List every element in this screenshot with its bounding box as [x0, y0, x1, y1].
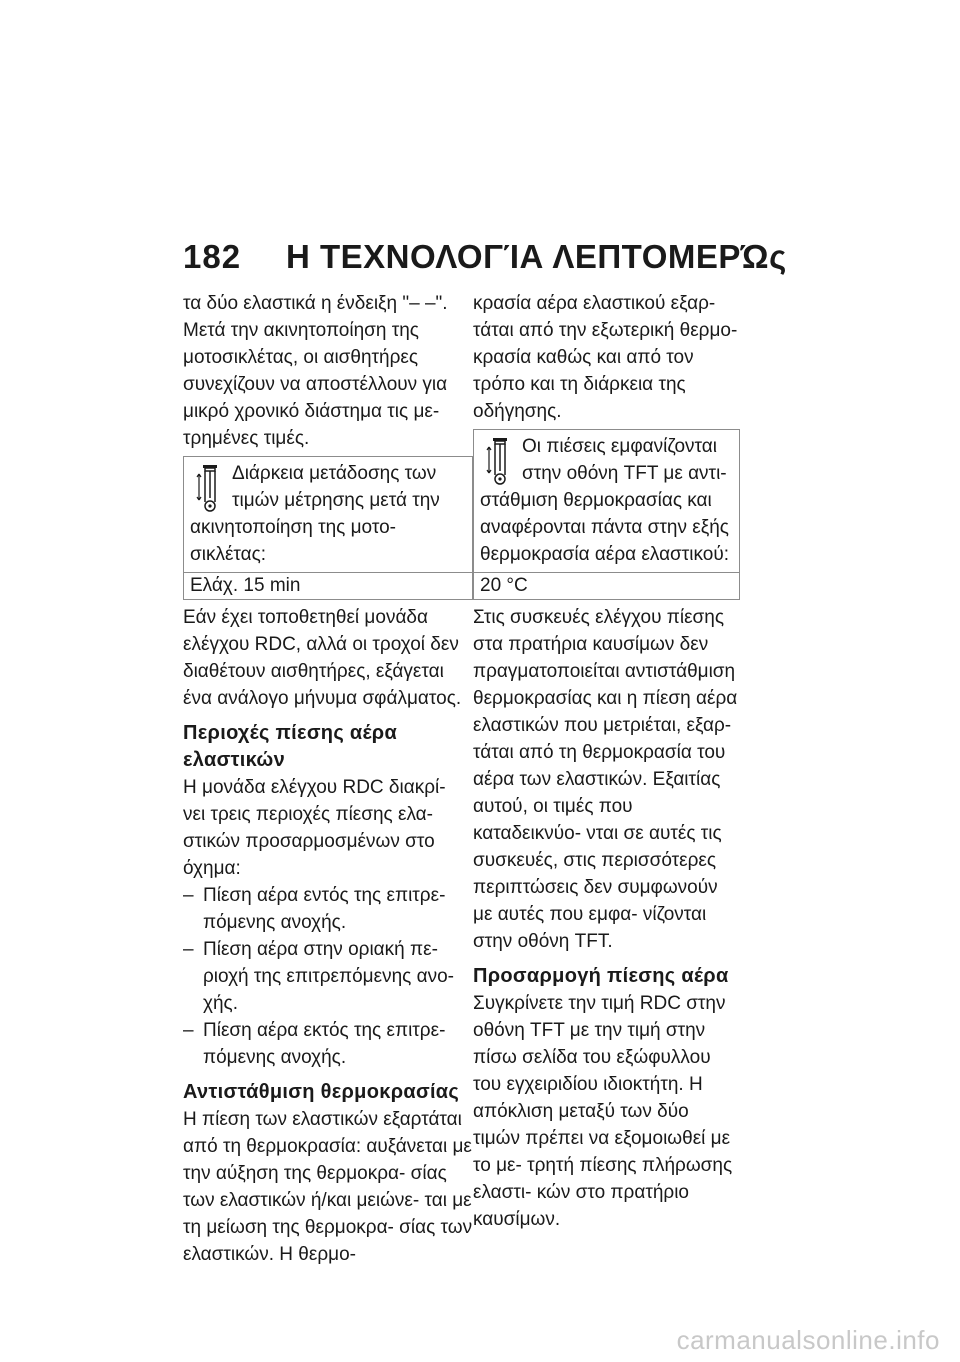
- continuation-paragraph: κρασία αέρα ελαστικού εξαρ- τάται από την εξωτερική θερμο- κρασία καθώς και από τον τρόπο και τη διάρκεια της οδήγησης.: [473, 293, 738, 422]
- heading-pressure-adjustment: Προσαρμογή πίεσης αέρα: [473, 965, 729, 987]
- rdc-paragraph: Εάν έχει τοποθετηθεί μονάδα ελέγχου RDC, αλλά οι τροχοί δεν διαθέτουν αισθητήρες, εξάγεται ένα ανάλογο μήνυμα σφάλματος.: [183, 607, 462, 709]
- temperature-paragraph: Η πίεση των ελαστικών εξαρτάται από τη θερμοκρασία: αυξάνεται με την αύξηση της θερμοκρα- σίας των ελαστικών ή/και μειώνε- ται με τη μείωση της θερμοκρα- σίας των ελαστικών. Η θερμο-: [183, 1109, 473, 1265]
- heading-temperature-compensation: Αντιστάθμιση θερμοκρασίας: [183, 1081, 460, 1103]
- intro-paragraph: τα δύο ελαστικά η ένδειξη "– –". Μετά την ακινητοποίηση της μοτοσικλέτας, οι αισθητήρες συνεχίζουν να αποστέλλουν για μικρό χρονικό διάστημα τις με- τρημένες τιμές.: [183, 293, 448, 449]
- note-value: 20 °C: [474, 572, 739, 599]
- list-item: – Πίεση αέρα εκτός της επιτρε- πόμενης ανοχής.: [183, 1020, 446, 1068]
- adjustment-paragraph: Συγκρίνετε την τιμή RDC στην οθόνη TFT με την τιμή στην πίσω σελίδα του εξώφυλλου του εγχειριδίου ιδιοκτήτη. Η απόκλιση μεταξύ των δύο τιμών πρέπει να εξομοιωθεί με το με- τρητή πίεσης πλήρωσης ελαστι- κών στο πρατήριο καυσίμων.: [473, 993, 733, 1230]
- heading-pressure-ranges: Περιοχές πίεσης αέρα ελαστικών: [183, 722, 398, 771]
- page-number: 182: [183, 238, 242, 275]
- ranges-list: [183, 882, 473, 1071]
- note-text: Διάρκεια μετάδοσης των τιμών μέτρησης μετά την ακινητοποίηση της μοτο- σικλέτας:: [190, 463, 440, 565]
- page-header: [183, 238, 787, 284]
- note-text: Οι πιέσεις εμφανίζονται στην οθόνη TFT με αντι- στάθμιση θερμοκρασίας και αναφέρονται πάντα στην εξής θερμοκρασία αέρα ελαστικού:: [480, 436, 730, 565]
- watermark-brand: carmanualsonline.info: [676, 1325, 940, 1355]
- devices-paragraph: Στις συσκευές ελέγχου πίεσης στα πρατήρια καυσίμων δεν πραγματοποιείται αντιστάθμιση θερμοκρασίας και η πίεση αέρα ελαστικών που μετριέται, εξαρ- τάται από τη θερμοκρασία του αέρα των ελαστικών. Εξαιτίας αυτού, οι τιμές που καταδεικνύο- νται σε αυτές τις συσκευές, στις περισσότερες περιπτώσεις δεν συμφωνούν με αυτές που εμφα- νίζονται στην οθόνη TFT.: [473, 607, 738, 952]
- right-column: [473, 290, 740, 1233]
- left-column: [183, 290, 473, 1268]
- list-item: – Πίεση αέρα εντός της επιτρε- πόμενης ανοχής.: [183, 885, 446, 933]
- tire-pressure-gauge-icon: [486, 437, 514, 487]
- note-value: Ελάχ. 15 min: [184, 572, 472, 599]
- note-box-compensation: [473, 429, 740, 600]
- note-box-transmission: [183, 456, 473, 600]
- tire-pressure-gauge-icon: [196, 464, 224, 514]
- ranges-paragraph: Η μονάδα ελέγχου RDC διακρί- νει τρεις περιοχές πίεσης ελα- στικών προσαρμοσμένων στο όχημα:: [183, 777, 446, 879]
- list-item: – Πίεση αέρα στην οριακή πε- ριοχή της επιτρεπόμενης ανο- χής.: [183, 939, 454, 1014]
- chapter-title: Η ΤΕΧΝΟΛΟΓΊΑ ΛΕΠΤΟΜΕΡΏς: [286, 238, 787, 275]
